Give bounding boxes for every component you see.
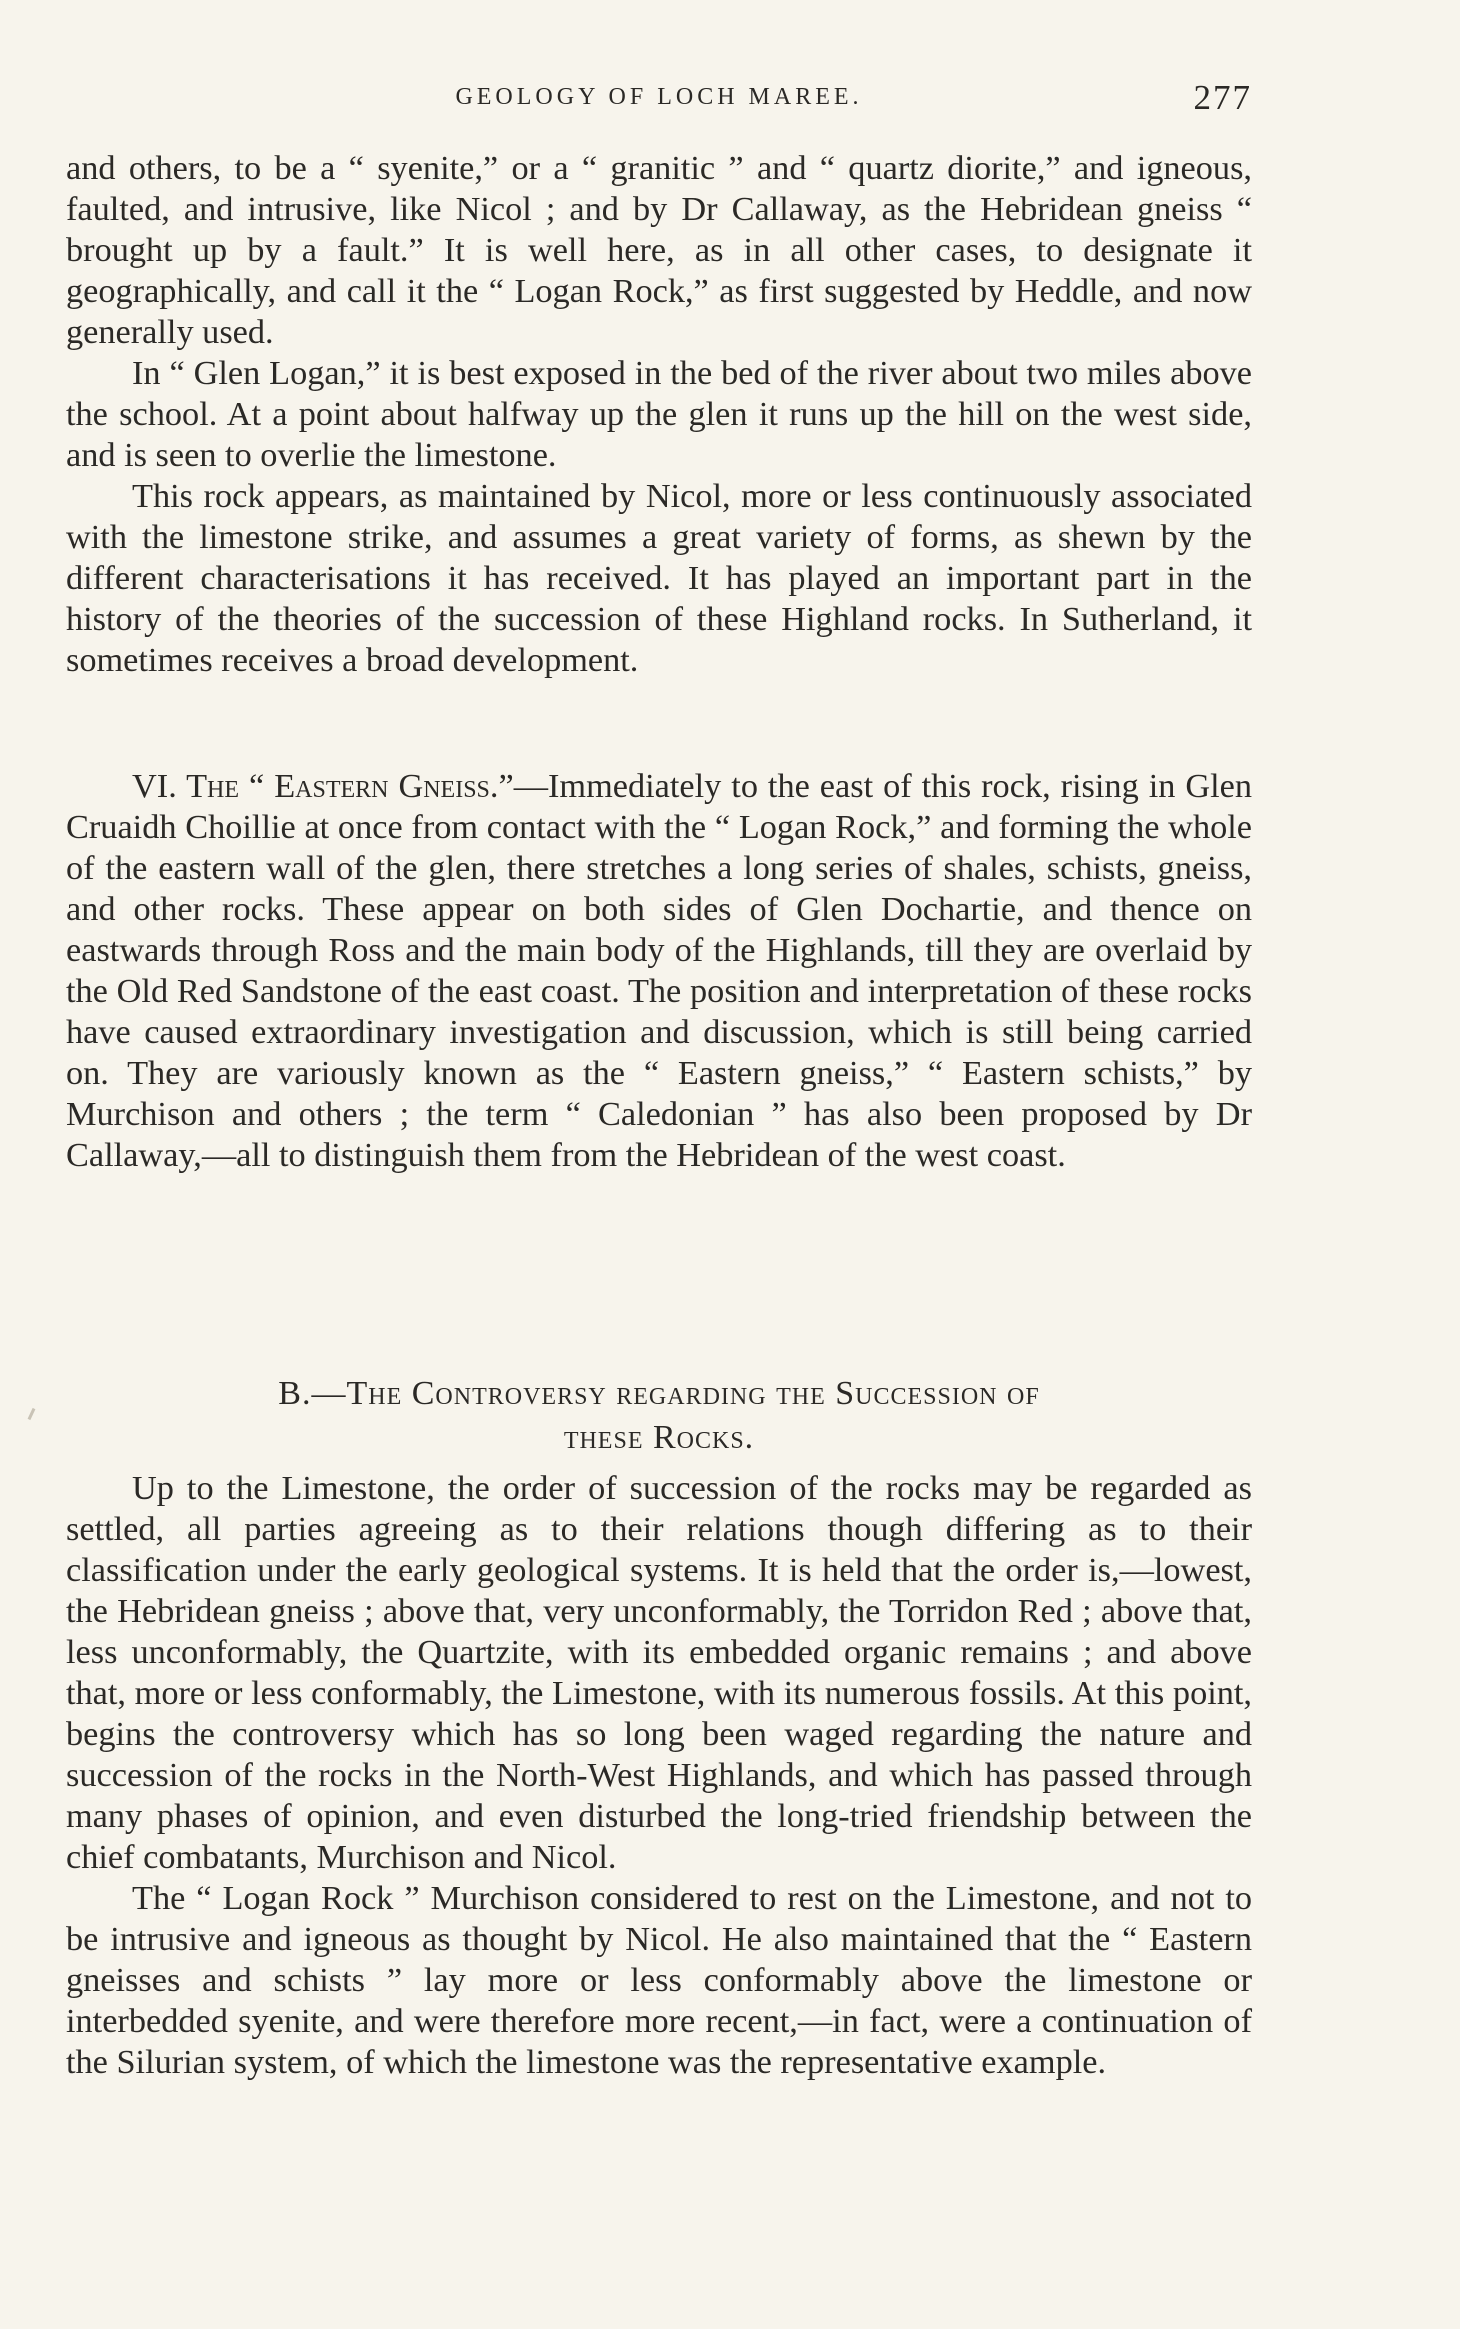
running-head	[66, 78, 1252, 118]
paper-mark	[28, 1408, 36, 1420]
text-block-bottom	[66, 1468, 1252, 2083]
section-b-heading-line-1: B.—The Controversy regarding the Succession of	[278, 1375, 1040, 1412]
paragraph-rock-forms: This rock appears, as maintained by Nicol, more or less continuously associated with the limestone strike, and assumes a great variety of forms, as shewn by the different characterisations it has received. It has played an important part in the history of the theories of the succession of these Highland rocks. In Sutherland, it sometimes receives a broad development.	[66, 477, 1252, 679]
section-vi-heading: VI. The “ Eastern Gneiss.”	[132, 767, 514, 805]
section-b-heading-line-2: these Rocks.	[563, 1419, 755, 1456]
paragraph-glen-logan: In “ Glen Logan,” it is best exposed in the bed of the river about two miles above the school. At a point about halfway up the glen it runs up the hill on the west side, and is seen to overlie the limestone.	[66, 354, 1252, 474]
page-number: 277	[1193, 78, 1252, 117]
paragraph-logan-rock-names: and others, to be a “ syenite,” or a “ granitic ” and “ quartz diorite,” and igneous, faulted, and intrusive, like Nicol ; and by Dr Callaway, as the Hebridean gneiss “ brought up by a fault.” It is well here, as in all other cases, to designate it geographically, and call it the “ Logan Rock,” as first suggested by Heddle, and now generally used.	[66, 149, 1252, 351]
paragraph-eastern-gneiss	[66, 766, 1252, 1176]
section-b-heading	[66, 1372, 1252, 1460]
paragraph-order-of-succession: Up to the Limestone, the order of succession of the rocks may be regarded as settled, all parties agreeing as to their relations though differing as to their classification under the early geological systems. It is held that the order is,—lowest, the Hebridean gneiss ; above that, very unconformably, the Torridon Red ; above that, less unconformably, the Quartzite, with its embedded organic remains ; and above that, more or less conformably, the Limestone, with its numerous fossils. At this point, begins the controversy which has so long been waged regarding the nature and succession of the rocks in the North-West Highlands, and which has passed through many phases of opinion, and even disturbed the long-tried friendship between the chief combatants, Murchison and Nicol.	[66, 1469, 1252, 1876]
section-vi-text: —Immediately to the east of this rock, rising in Glen Cruaidh Choillie at once from contact with the “ Logan Rock,” and forming the whole of the eastern wall of the glen, there stretches a long series of shales, schists, gneiss, and other rocks. These appear on both sides of Glen Dochartie, and thence on eastwards through Ross and the main body of the Highlands, till they are overlaid by the Old Red Sandstone of the east coast. The position and interpretation of these rocks have caused extraordinary investigation and discussion, which is still being carried on. They are variously known as the “ Eastern gneiss,” “ Eastern schists,” by Murchison and others ; the term “ Caledonian ” has also been proposed by Dr Callaway,—all to distinguish them from the Hebridean of the west coast.	[66, 767, 1253, 1174]
text-block-top	[66, 148, 1252, 681]
section-vi	[66, 766, 1252, 1176]
running-title: GEOLOGY OF LOCH MAREE.	[455, 84, 863, 110]
paragraph-murchison-view: The “ Logan Rock ” Murchison considered to rest on the Limestone, and not to be intrusive and igneous as thought by Nicol. He also maintained that the “ Eastern gneisses and schists ” lay more or less conformably above the limestone or interbedded syenite, and were therefore more recent,—in fact, were a continuation of the Silurian system, of which the limestone was the representative example.	[66, 1879, 1252, 2081]
